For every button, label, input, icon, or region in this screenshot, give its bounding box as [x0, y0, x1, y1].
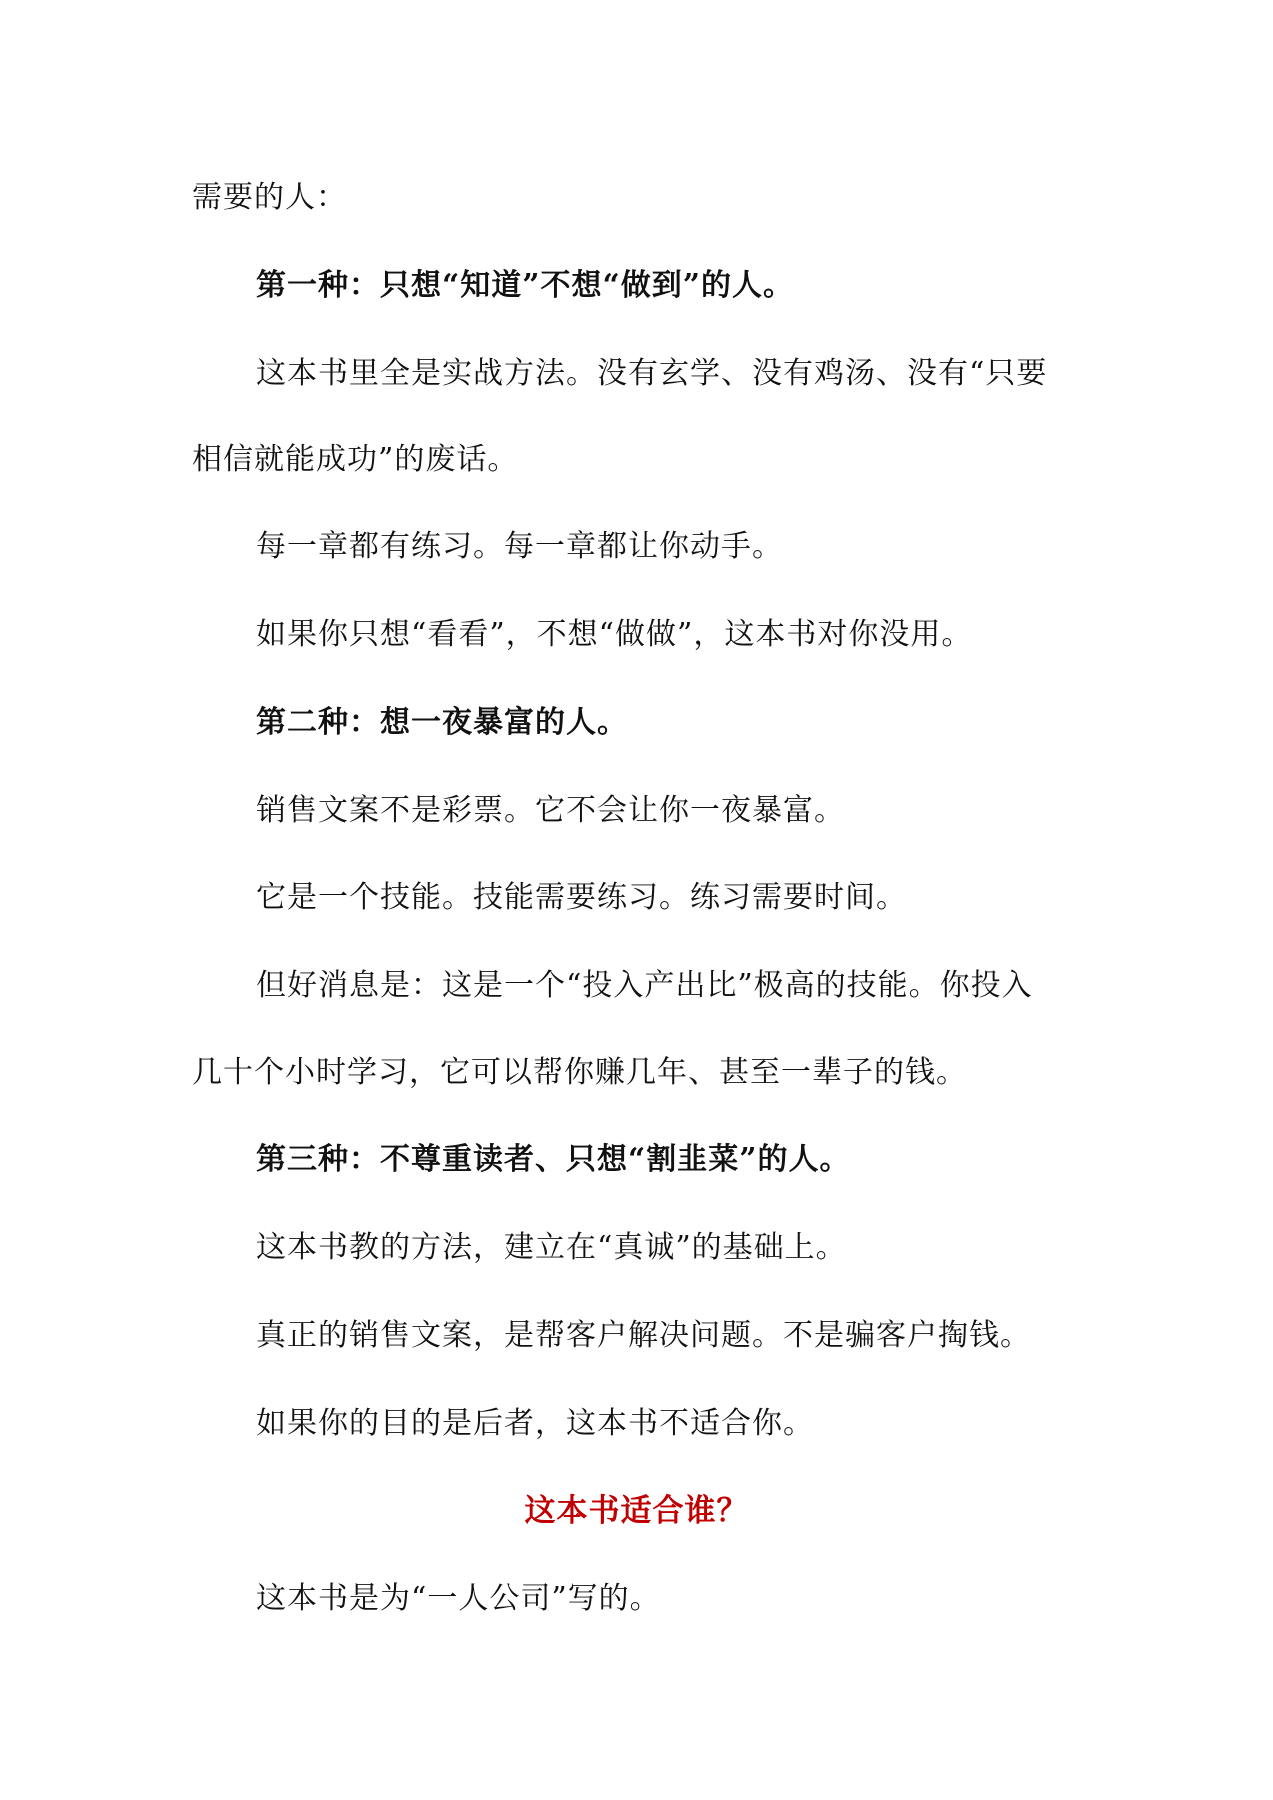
paragraph-line: 真正的销售文案，是帮客户解决问题。不是骗客户掏钱。	[256, 1318, 1031, 1353]
paragraph-line: 这本书教的方法，建立在“真诚”的基础上。	[256, 1230, 847, 1265]
paragraph-line: 每一章都有练习。每一章都让你动手。	[256, 529, 783, 564]
paragraph-line: 这本书是为“一人公司”写的。	[256, 1581, 661, 1616]
paragraph-line: 但好消息是：这是一个“投入产出比”极高的技能。你投入	[256, 968, 1033, 1003]
subheading-type-one: 第一种：只想“知道”不想“做到”的人。	[256, 268, 795, 303]
section-heading: 这本书适合谁？	[524, 1493, 749, 1529]
paragraph-line: 它是一个技能。技能需要练习。练习需要时间。	[256, 880, 907, 915]
paragraph-line: 如果你只想“看看”，不想“做做”，这本书对你没用。	[256, 617, 973, 652]
paragraph-line: 这本书里全是实战方法。没有玄学、没有鸡汤、没有“只要	[256, 356, 1048, 391]
paragraph-line: 几十个小时学习，它可以帮你赚几年、甚至一辈子的钱。	[192, 1055, 967, 1090]
subheading-type-two: 第二种：想一夜暴富的人。	[256, 705, 628, 740]
paragraph-line: 销售文案不是彩票。它不会让你一夜暴富。	[256, 793, 845, 828]
paragraph-line: 如果你的目的是后者，这本书不适合你。	[256, 1406, 814, 1441]
subheading-type-three: 第三种：不尊重读者、只想“割韭菜”的人。	[256, 1142, 851, 1177]
paragraph-line: 需要的人：	[192, 180, 347, 215]
paragraph-line: 相信就能成功”的废话。	[192, 442, 519, 477]
